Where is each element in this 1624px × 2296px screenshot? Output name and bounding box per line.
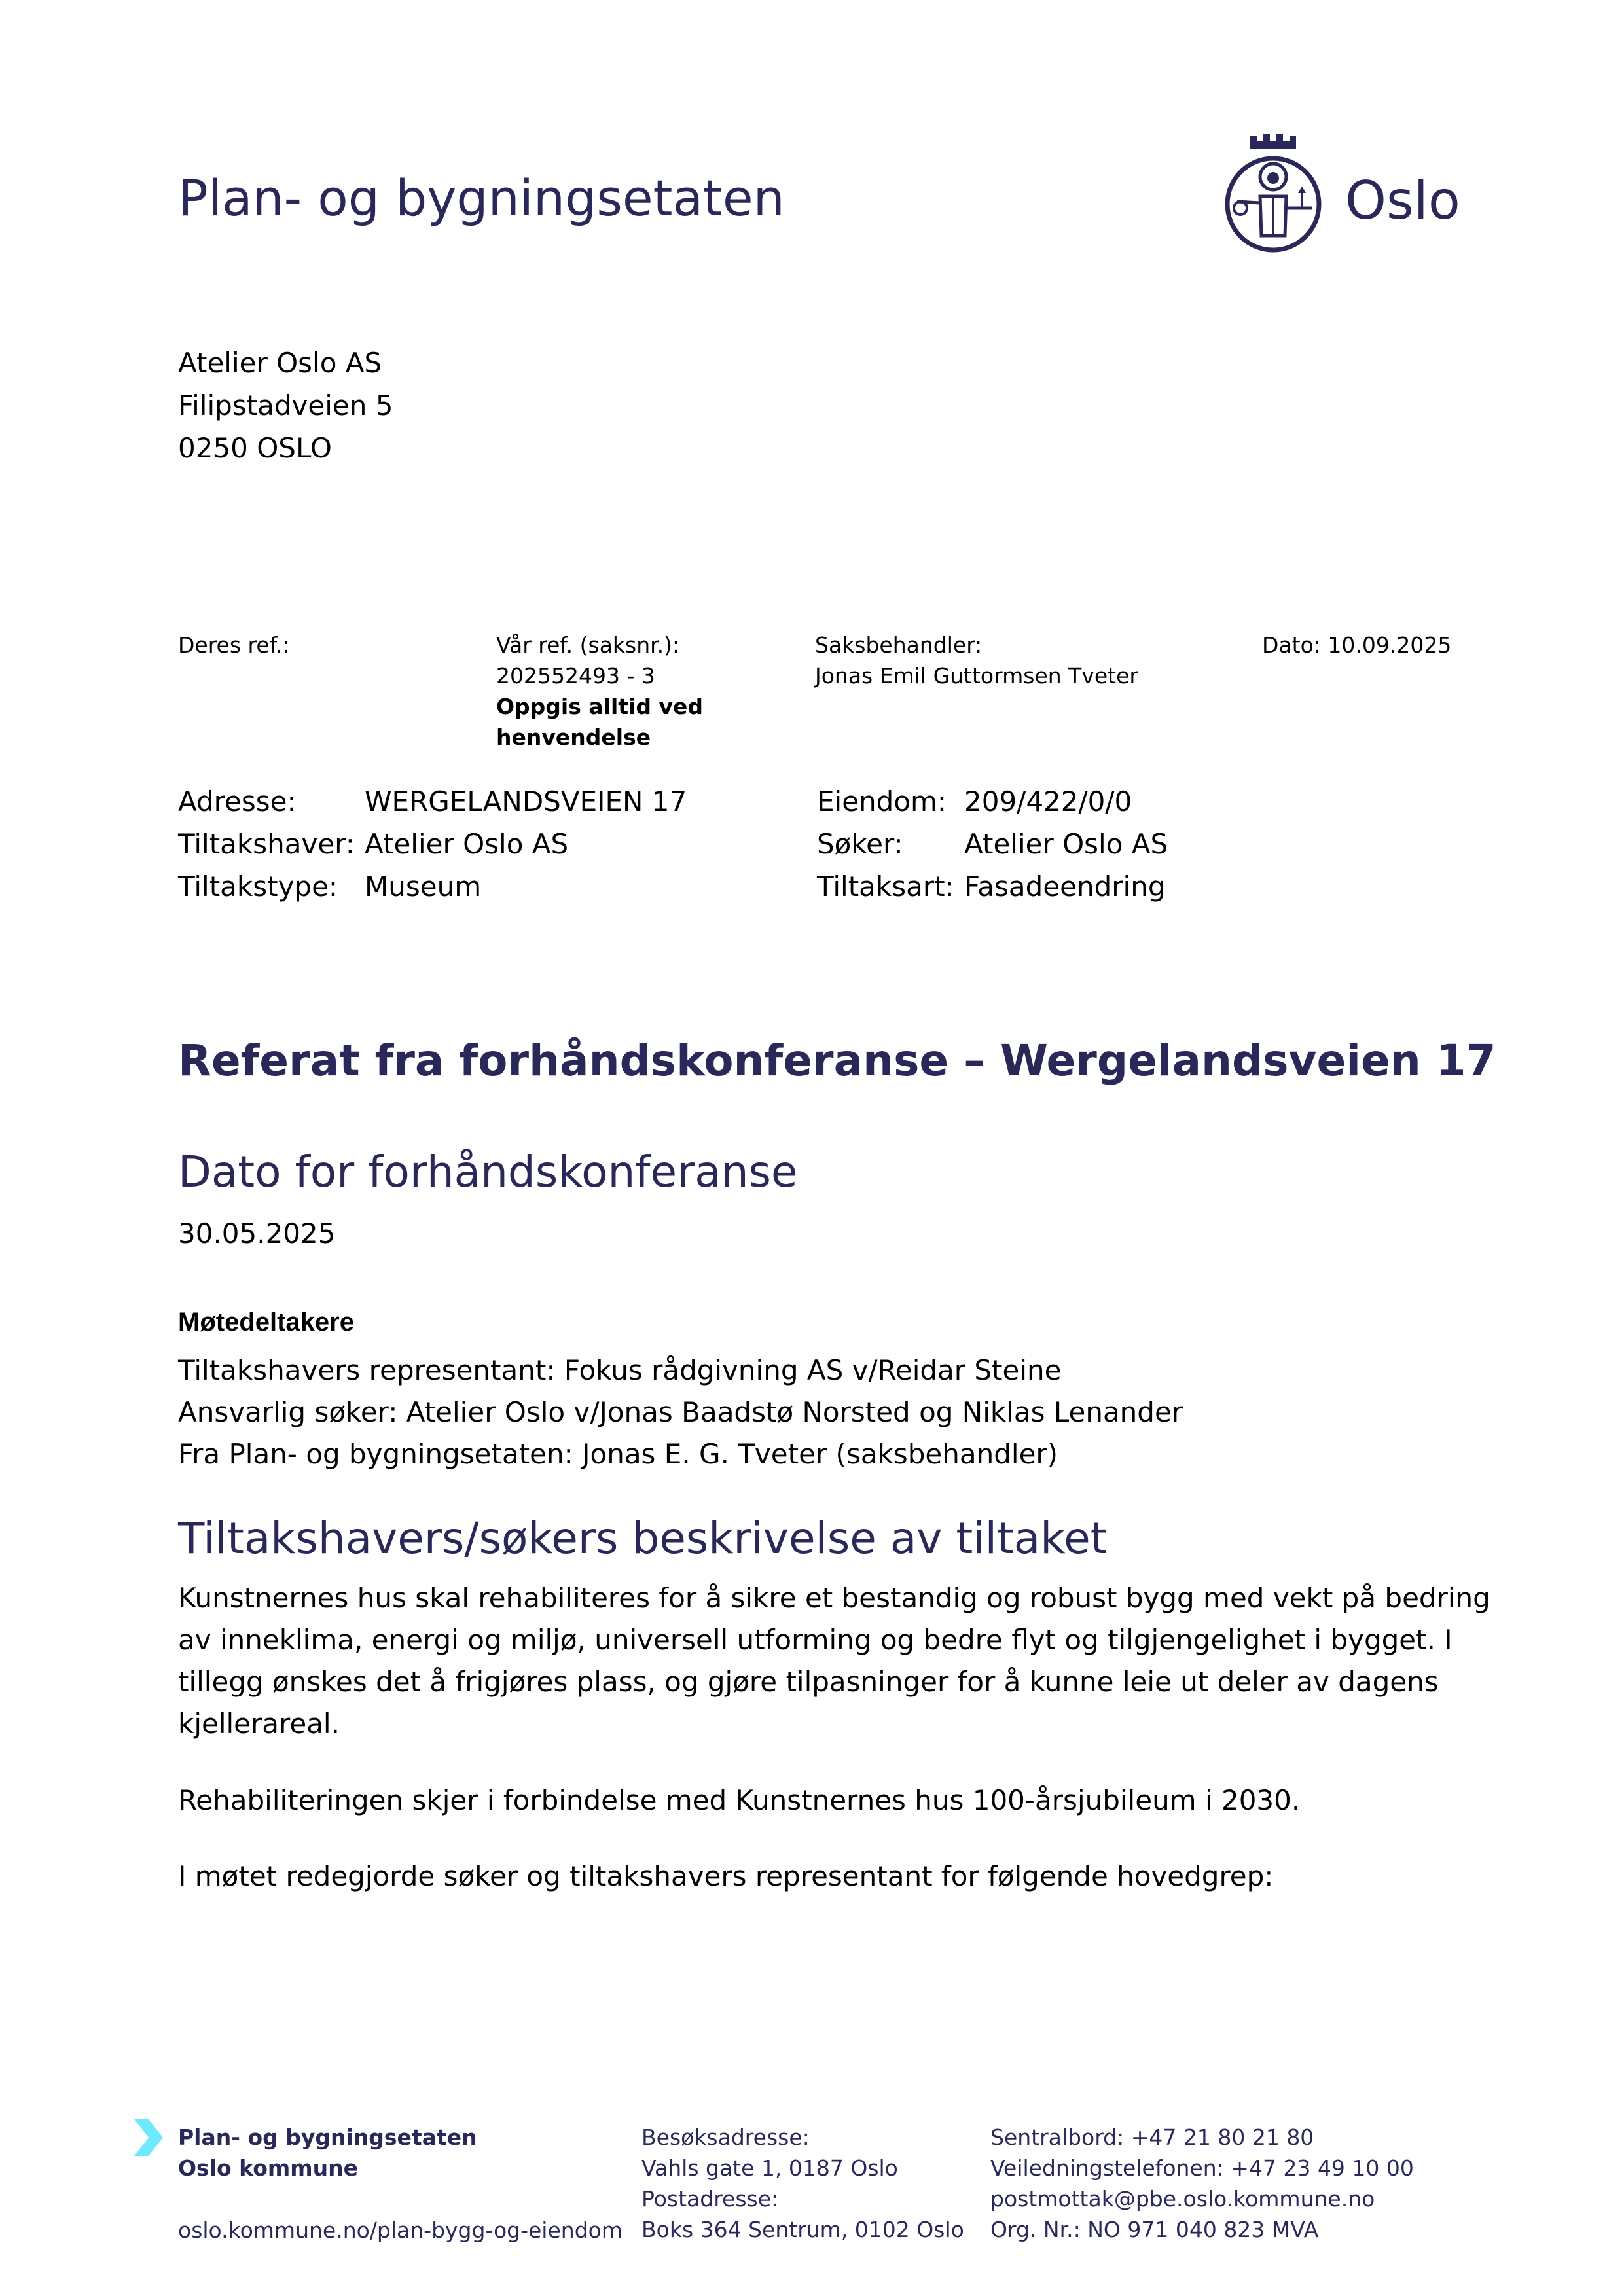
footer-besok-label: Besøksadresse: — [641, 2125, 810, 2150]
info-labels-right — [817, 780, 954, 908]
date-value: 30.05.2025 — [178, 1217, 336, 1249]
info-values-right — [964, 780, 1168, 908]
participant-line: Fra Plan- og bygningsetaten: Jonas E. G. Tveter (saksbehandler) — [178, 1438, 1058, 1470]
footer-kommune: Oslo kommune — [178, 2155, 359, 2181]
tiltakstype-label: Tiltakstype: — [178, 870, 338, 903]
participants-heading: Møtedeltakere — [178, 1308, 354, 1336]
footer-website[interactable]: oslo.kommune.no/plan-bygg-og-eiendom — [178, 2217, 623, 2243]
description-line: kjellerareal. — [178, 1708, 340, 1740]
var-ref — [496, 630, 703, 753]
recipient-postal: 0250 OSLO — [178, 432, 332, 464]
oslo-logo — [1214, 131, 1463, 255]
recipient-address — [178, 342, 393, 469]
recipient-street: Filipstadveien 5 — [178, 389, 393, 422]
var-ref-note-1: Oppgis alltid ved — [496, 694, 703, 719]
paragraph-2: Rehabiliteringen skjer i forbindelse med Kunstnernes hus 100-årsjubileum i 2030. — [178, 1784, 1301, 1816]
footer-post-value: Boks 364 Sentrum, 0102 Oslo — [641, 2217, 964, 2242]
footer-agency: Plan- og bygningsetaten — [178, 2125, 477, 2150]
footer-address-block — [641, 2122, 964, 2245]
saksbehandler-value: Jonas Emil Guttormsen Tveter — [815, 663, 1138, 689]
document-title: Referat fra forhåndskonferanse – Wergelandsveien 17 — [178, 1035, 1496, 1086]
saksbehandler-label: Saksbehandler: — [815, 632, 983, 658]
paragraph-3: I møtet redegjorde søker og tiltakshavers representant for følgende hovedgrep: — [178, 1860, 1274, 1892]
info-labels-left — [178, 780, 355, 908]
eiendom-label: Eiendom: — [817, 785, 947, 817]
footer-agency-block — [178, 2122, 477, 2183]
var-ref-value: 202552493 - 3 — [496, 663, 655, 689]
dato-value: Dato: 10.09.2025 — [1262, 632, 1452, 658]
soker-label: Søker: — [817, 828, 903, 860]
footer-sentralbord: Sentralbord: +47 21 80 21 80 — [990, 2125, 1314, 2150]
participant-line: Tiltakshavers representant: Fokus rådgivning AS v/Reidar Steine — [178, 1354, 1062, 1386]
adresse-value: WERGELANDSVEIEN 17 — [365, 785, 687, 817]
footer-contact-block — [990, 2122, 1414, 2245]
description-heading: Tiltakshavers/søkers beskrivelse av tiltaket — [178, 1513, 1108, 1564]
tiltaksart-value: Fasadeendring — [964, 870, 1166, 903]
tiltakshaver-value: Atelier Oslo AS — [365, 828, 569, 860]
recipient-name: Atelier Oslo AS — [178, 347, 382, 379]
tiltakshaver-label: Tiltakshaver: — [178, 828, 355, 860]
footer-veiledning: Veiledningstelefonen: +47 23 49 10 00 — [990, 2155, 1414, 2181]
var-ref-note-2: henvendelse — [496, 725, 651, 750]
description-line: Kunstnernes hus skal rehabiliteres for å sikre et bestandig og robust bygg med vekt på bedring — [178, 1582, 1490, 1614]
deres-ref — [178, 630, 290, 660]
footer-email[interactable]: postmottak@pbe.oslo.kommune.no — [990, 2186, 1375, 2212]
adresse-label: Adresse: — [178, 785, 297, 817]
dato — [1262, 630, 1451, 660]
deres-ref-label: Deres ref.: — [178, 632, 290, 658]
info-values-left — [365, 780, 687, 908]
soker-value: Atelier Oslo AS — [964, 828, 1168, 860]
footer-besok-value: Vahls gate 1, 0187 Oslo — [641, 2155, 898, 2181]
var-ref-label: Vår ref. (saksnr.): — [496, 632, 680, 658]
description-line: av inneklima, energi og miljø, universell utforming og bedre flyt og tilgjengelighet i bygget. I — [178, 1624, 1453, 1656]
participants-list — [178, 1350, 1183, 1475]
date-heading: Dato for forhåndskonferanse — [178, 1147, 798, 1197]
footer-orgnr: Org. Nr.: NO 971 040 823 MVA — [990, 2217, 1319, 2242]
agency-title: Plan- og bygningsetaten — [178, 169, 785, 227]
description-paragraph — [178, 1577, 1490, 1745]
tiltakstype-value: Museum — [365, 870, 482, 903]
logo-text: Oslo — [1345, 170, 1460, 231]
saksbehandler — [815, 630, 1138, 691]
footer-arrow-icon — [134, 2119, 163, 2156]
eiendom-value: 209/422/0/0 — [964, 785, 1132, 817]
oslo-seal-icon — [1214, 131, 1332, 255]
footer-post-label: Postadresse: — [641, 2186, 779, 2212]
participant-line: Ansvarlig søker: Atelier Oslo v/Jonas Baadstø Norsted og Niklas Lenander — [178, 1396, 1183, 1428]
description-line: tillegg ønskes det å frigjøres plass, og gjøre tilpasninger for å kunne leie ut deler av dagens — [178, 1666, 1439, 1698]
tiltaksart-label: Tiltaksart: — [817, 870, 954, 903]
